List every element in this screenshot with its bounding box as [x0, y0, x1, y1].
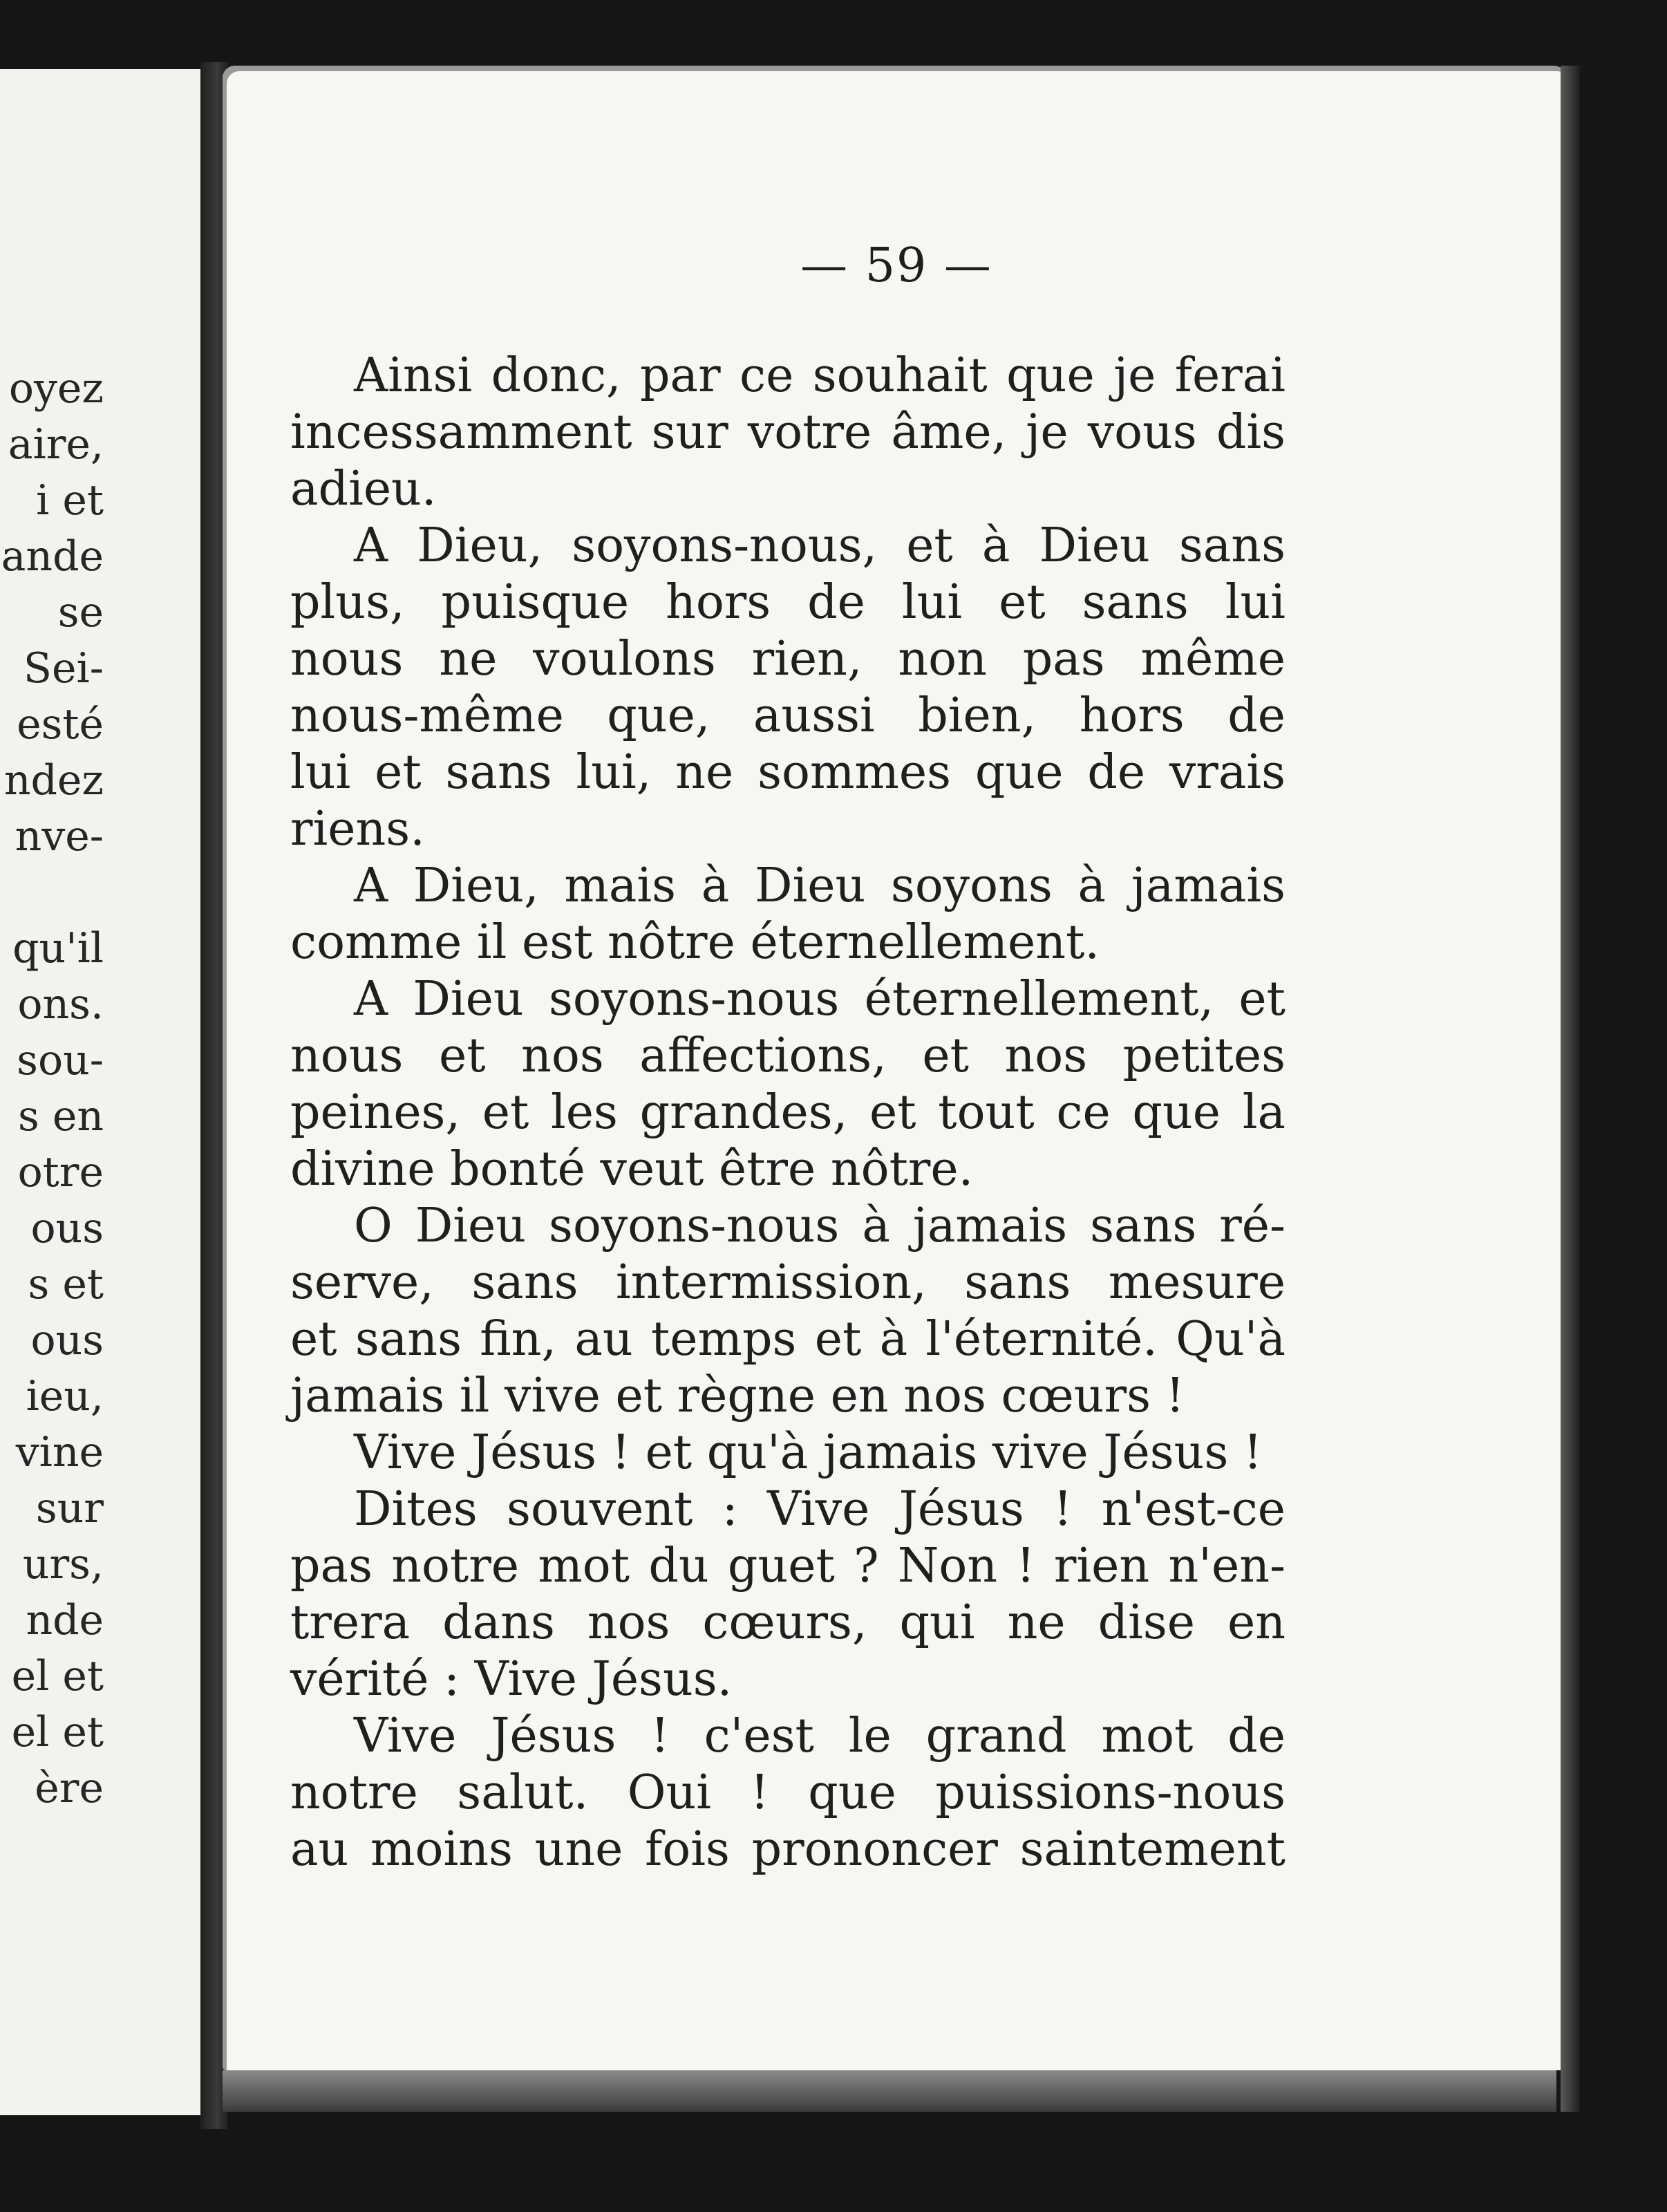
- text-line: O Dieu soyons-nous à jamais sans ré-: [354, 1199, 1285, 1253]
- facing-page-line: ande: [1, 532, 104, 581]
- text-line: Dites souvent : Vive Jésus ! n'est-ce: [354, 1482, 1285, 1537]
- text-line: divine bonté veut être nôtre.: [290, 1142, 974, 1197]
- text-line: pas notre mot du guet ? Non ! rien n'en-: [290, 1539, 1285, 1593]
- text-line: A Dieu, soyons-nous, et à Dieu sans: [354, 518, 1285, 573]
- text-line: nous-même que, aussi bien, hors de: [290, 688, 1285, 743]
- facing-page-line: vine: [15, 1428, 104, 1477]
- text-line: adieu.: [290, 462, 437, 516]
- page-number: — 59 —: [800, 238, 992, 293]
- text-line: trera dans nos cœurs, qui ne dise en: [290, 1595, 1285, 1650]
- facing-page-line: otre: [17, 1148, 104, 1197]
- text-line: lui et sans lui, ne sommes que de vrais: [290, 745, 1285, 800]
- page-bottom-edge: [223, 2070, 1556, 2112]
- book-page: [223, 66, 1570, 2070]
- facing-page-left: [0, 69, 205, 2115]
- text-line: Vive Jésus ! c'est le grand mot de: [354, 1709, 1285, 1763]
- text-line: jamais il vive et règne en nos cœurs !: [290, 1369, 1185, 1423]
- text-line: nous ne voulons rien, non pas même: [290, 632, 1285, 686]
- facing-page-line: sur: [35, 1484, 104, 1533]
- facing-page-line: ous: [30, 1204, 104, 1253]
- facing-page-line: i et: [36, 476, 104, 525]
- text-line: A Dieu soyons-nous éternellement, et: [354, 972, 1285, 1027]
- facing-page-line: urs,: [22, 1540, 104, 1588]
- text-line: au moins une fois prononcer saintement: [290, 1822, 1285, 1877]
- facing-page-line: sou-: [17, 1036, 104, 1085]
- facing-page-line: esté: [17, 700, 104, 749]
- text-line: et sans fin, au temps et à l'éternité. Qu'à: [290, 1312, 1285, 1367]
- text-line: Vive Jésus ! et qu'à jamais vive Jésus !: [354, 1425, 1263, 1480]
- text-line: riens.: [290, 802, 425, 856]
- text-line: nous et nos affections, et nos petites: [290, 1029, 1285, 1083]
- facing-page-line: nde: [26, 1596, 104, 1644]
- facing-page-line: ndez: [3, 756, 104, 805]
- text-line: Ainsi donc, par ce souhait que je ferai: [354, 348, 1285, 403]
- text-line: peines, et les grandes, et tout ce que la: [290, 1085, 1285, 1140]
- text-line: notre salut. Oui ! que puissions-nous: [290, 1765, 1285, 1820]
- text-line: A Dieu, mais à Dieu soyons à jamais: [354, 859, 1285, 913]
- facing-page-line: el et: [11, 1708, 104, 1756]
- text-line: vérité : Vive Jésus.: [290, 1652, 733, 1707]
- facing-page-line: oyez: [8, 364, 104, 413]
- text-line: plus, puisque hors de lui et sans lui: [290, 575, 1285, 630]
- facing-page-line: Sei-: [23, 644, 104, 693]
- facing-page-line: ous: [30, 1316, 104, 1365]
- facing-page-line: el et: [11, 1652, 104, 1700]
- facing-page-line: ons.: [17, 980, 104, 1029]
- facing-page-line: qu'il: [12, 924, 104, 973]
- text-line: comme il est nôtre éternellement.: [290, 915, 1100, 970]
- text-line: serve, sans intermission, sans mesure: [290, 1255, 1285, 1310]
- facing-page-line: nve-: [15, 812, 104, 861]
- facing-page-line: s et: [28, 1260, 104, 1309]
- facing-page-line: s en: [17, 1092, 104, 1141]
- facing-page-line: se: [57, 588, 104, 637]
- facing-page-line: ieu,: [26, 1372, 104, 1421]
- facing-page-line: aire,: [8, 420, 104, 469]
- page-right-edge: [1561, 66, 1580, 2112]
- facing-page-line: ère: [35, 1764, 104, 1812]
- text-line: incessamment sur votre âme, je vous dis: [290, 405, 1285, 460]
